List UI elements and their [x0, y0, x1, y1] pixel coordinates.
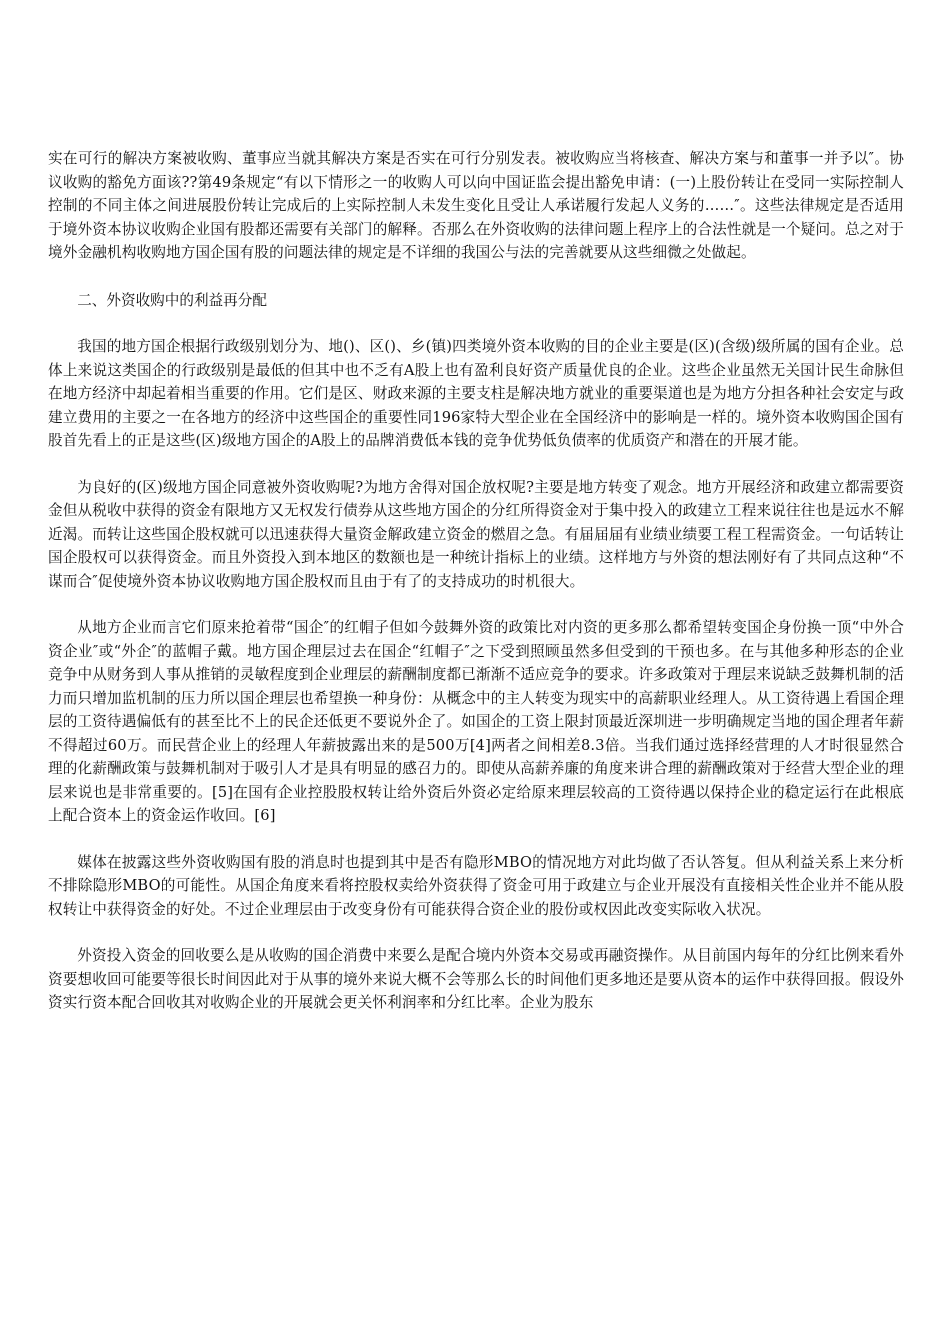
- body-paragraph-4: 媒体在披露这些外资收购国有股的消息时也提到其中是否有隐形MBO的情况地方对此均做了否认答复。但从利益关系上来分析不排除隐形MBO的可能性。从国企角度来看将控股权卖给外资获得了资金可用于政建立与企业开展没有直接相关性企业并不能从股权转让中获得资金的好处。不过企业理层由于改变身份有可能获得合资企业的股份或权因此改变实际收入状况。: [48, 853, 904, 918]
- section-heading: 二、外资收购中的利益再分配: [77, 291, 267, 309]
- document-page: [48, 147, 904, 1015]
- body-paragraph-1: 我国的地方国企根据行政级别划分为、地()、区()、乡(镇)四类境外资本收购的目的企业主要是(区)(含级)级所属的国有企业。总体上来说这类国企的行政级别是最低的但其中也不乏有A股上也有盈利良好资产质量优良的企业。这些企业虽然无关国计民生命脉但在地方经济中却起着相当重要的作用。它们是区、财政来源的主要支柱是解决地方就业的重要渠道也是为地方分担各种社会安定与政建立费用的主要之一在各地方的经济中这些国企的重要性同196家特大型企业在全国经济中的影响是一样的。境外资本收购国企国有股首先看上的正是这些(区)级地方国企的A股上的品牌消费低本钱的竞争优势低负债率的优质资产和潜在的开展才能。: [48, 338, 904, 449]
- body-paragraph-3: 从地方企业而言它们原来抢着带“国企″的红帽子但如今鼓舞外资的政策比对内资的更多那么都希望转变国企身份换一顶“中外合资企业″或“外企″的蓝帽子戴。地方国企理层过去在国企“红帽子″之下受到照顾虽然多但受到的干预也多。在与其他多种形态的企业竞争中从财务到人事从推销的灵敏程度到企业理层的薪酬制度都已渐渐不适应竞争的要求。许多政策对于理层来说缺乏鼓舞机制的活力而只增加监机制的压力所以国企理层也希望换一种身份：从概念中的主人转变为现实中的高薪职业经理人。从工资待遇上看国企理层的工资待遇偏低有的甚至比不上的民企还低更不要说外企了。如国企的工资上限封顶最近深圳进一步明确规定当地的国企理者年薪不得超过60万。而民营企业上的经理人年薪披露出来的是500万[4]两者之间相差8.3倍。当我们通过选择经营理的人才时很显然合理的化薪酬政策与鼓舞机制对于吸引人才是具有明显的感召力的。即使从高薪养廉的角度来讲合理的薪酬政策对于经营大型企业的理层来说也是非常重要的。[5]在国有企业控股股权转让给外资后外资必定给原来理层较高的工资待遇以保持企业的稳定运行在此根底上配合资本上的资金运作收回。[6]: [48, 619, 904, 824]
- body-paragraph-5: 外资投入资金的回收要么是从收购的国企消费中来要么是配合境内外资本交易或再融资操作。从目前国内每年的分红比例来看外资要想收回可能要等很长时间因此对于从事的境外来说大概不会等那么长的时间他们更多地还是要从资本的运作中获得回报。假设外资实行资本配合回收其对收购企业的开展就会更关怀利润率和分红比率。企业为股东: [48, 947, 904, 1011]
- body-paragraph-2: 为良好的(区)级地方国企同意被外资收购呢?为地方舍得对国企放权呢?主要是地方转变了观念。地方开展经济和政建立都需要资金但从税收中获得的资金有限地方又无权发行债券从这些地方国企的分红所得资金对于集中投入的政建立工程来说往往也是远水不解近渴。而转让这些国企股权就可以迅速获得大量资金解政建立资金的燃眉之急。有届届届有业绩业绩要工程工程需资金。一句话转让国企股权可以获得资金。而且外资投入到本地区的数额也是一种统计指标上的业绩。这样地方与外资的想法刚好有了共同点这种“不谋而合″促使境外资本协议收购地方国企股权而且由于有了的支持成功的时机很大。: [48, 478, 904, 590]
- opening-paragraph: 实在可行的解决方案被收购、董事应当就其解决方案是否实在可行分别发表。被收购应当将核查、解决方案与和董事一并予以″。协议收购的豁免方面该??第49条规定“有以下情形之一的收购人可以向中国证监会提出豁免申请：(一)上股份转让在受同一实际控制人控制的不同主体之间进展股份转让完成后的上实际控制人未发生变化且受让人承诺履行发起人义务的……″。这些法律规定是否适用于境外资本协议收购企业国有股都还需要有关部门的解释。否那么在外资收购的法律问题上程序上的合法性就是一个疑问。总之对于境外金融机构收购地方国企国有股的问题法律的规定是不详细的我国公与法的完善就要从这些细微之处做起。: [48, 150, 904, 261]
